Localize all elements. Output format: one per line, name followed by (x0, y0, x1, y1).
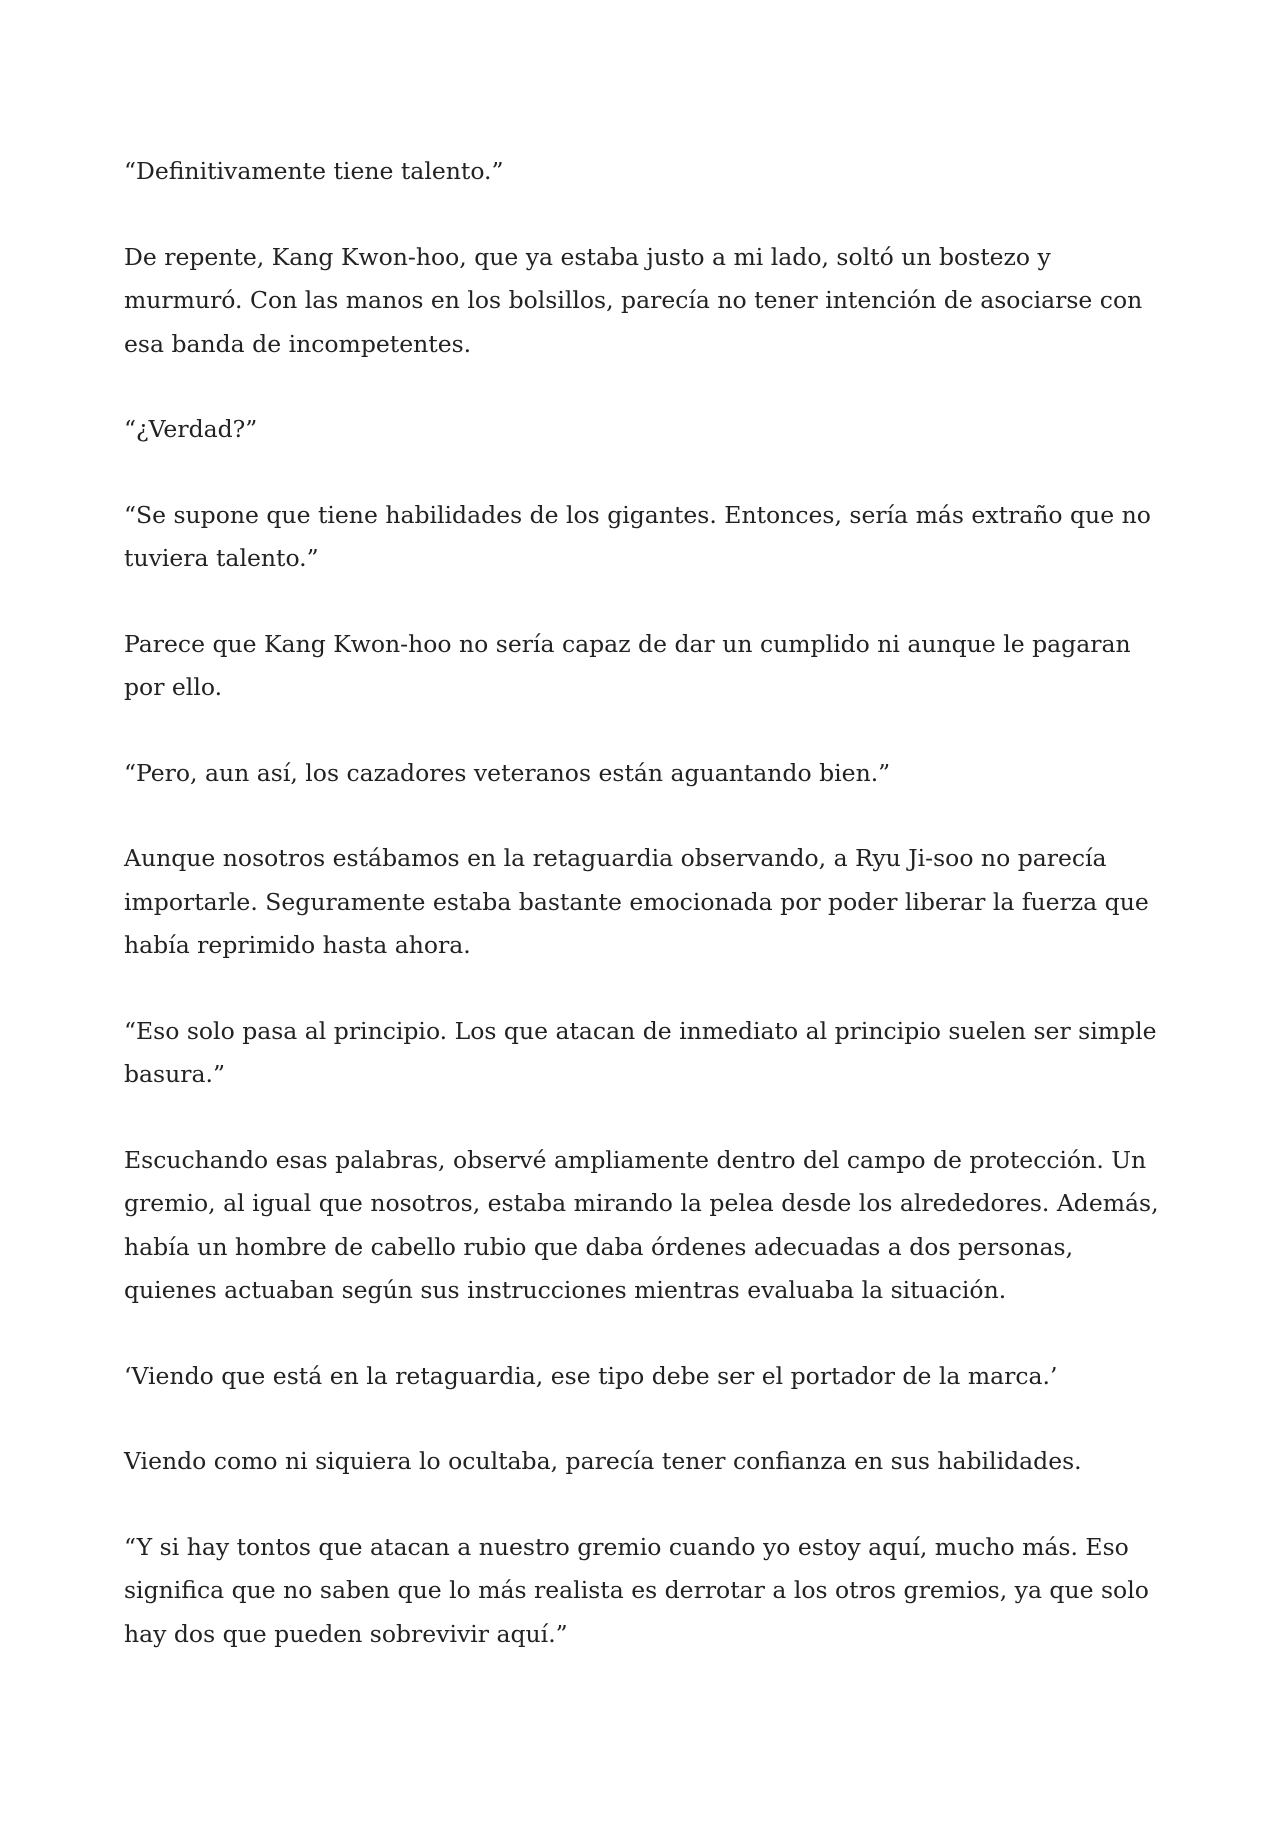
paragraph: Escuchando esas palabras, observé ampliamente dentro del campo de protección. Un gremio, al igual que nosotros, estaba mirando la pelea desde los alrededores. Además, había un hombre de cabello rubio que daba órdenes adecuadas a dos personas, quienes actuaban según sus instrucciones mientras evaluaba la situación. (124, 1145, 1159, 1304)
paragraph: “Definitivamente tiene talento.” (124, 157, 504, 185)
paragraph: “Se supone que tiene habilidades de los gigantes. Entonces, sería más extraño que no tuviera talento.” (124, 500, 1151, 572)
paragraph: ‘Viendo que está en la retaguardia, ese tipo debe ser el portador de la marca.’ (124, 1361, 1058, 1390)
paragraph: Parece que Kang Kwon-hoo no sería capaz de dar un cumplido ni aunque le pagaran por ello. (124, 629, 1131, 701)
paragraph: De repente, Kang Kwon-hoo, que ya estaba justo a mi lado, soltó un bostezo y murmuró. Con las manos en los bolsillos, parecía no tener intención de asociarse con esa banda de incompetentes. (124, 242, 1143, 358)
document-body (124, 150, 1164, 1656)
paragraph: “Y si hay tontos que atacan a nuestro gremio cuando yo estoy aquí, mucho más. Eso significa que no saben que lo más realista es derrotar a los otros gremios, ya que solo hay dos que pueden sobrevivir aquí.” (124, 1532, 1149, 1648)
paragraph: “¿Verdad?” (124, 415, 258, 443)
paragraph: “Pero, aun así, los cazadores veteranos están aguantando bien.” (124, 758, 891, 787)
paragraph: “Eso solo pasa al principio. Los que atacan de inmediato al principio suelen ser simple basura.” (124, 1016, 1157, 1088)
paragraph: Aunque nosotros estábamos en la retaguardia observando, a Ryu Ji-soo no parecía importarle. Seguramente estaba bastante emocionada por poder liberar la fuerza que había reprimido hasta ahora. (124, 844, 1149, 959)
paragraph: Viendo como ni siquiera lo ocultaba, parecía tener confianza en sus habilidades. (124, 1447, 1082, 1475)
